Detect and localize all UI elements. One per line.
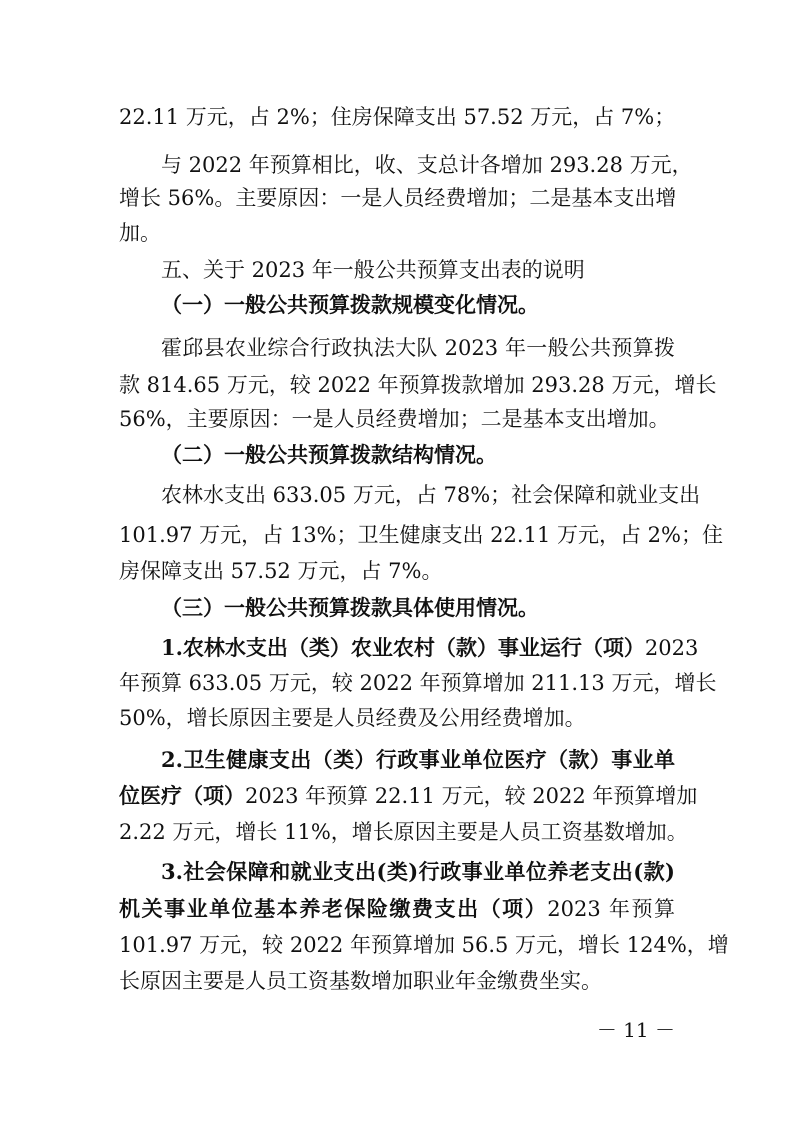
text-line: 与 2022 年预算相比，收、支总计各增加 293.28 万元， xyxy=(161,153,693,177)
text-segment: 1.农林水支出（类）农业农村（款）事业运行（项） xyxy=(161,635,645,660)
text-line: 五、关于 2023 年一般公共预算支出表的说明 xyxy=(161,258,585,282)
text-segment: 2023 年预算 xyxy=(547,897,676,921)
text-line xyxy=(119,781,698,811)
text-line: 增长 56%。主要原因：一是人员经费增加；二是基本支出增 xyxy=(119,186,677,210)
text-line xyxy=(119,894,675,924)
text-line: 22.11 万元，占 2%；住房保障支出 57.52 万元，占 7%； xyxy=(119,105,676,129)
text-segment: 2023 年预算 22.11 万元，较 2022 年预算增加 xyxy=(245,784,698,808)
text-line: （二）一般公共预算拨款结构情况。 xyxy=(161,442,497,467)
text-segment: 2023 xyxy=(644,636,699,660)
text-segment: 机关事业单位基本养老保险缴费支出（项） xyxy=(119,896,548,921)
text-line: 加。 xyxy=(119,221,161,245)
text-segment: 位医疗（项） xyxy=(119,783,245,808)
text-line xyxy=(161,633,699,663)
text-line: 101.97 万元，占 13%；卫生健康支出 22.11 万元，占 2%；住 xyxy=(119,523,723,547)
text-line: 房保障支出 57.52 万元，占 7%。 xyxy=(119,559,443,583)
text-line: 霍邱县农业综合行政执法大队 2023 年一般公共预算拨 xyxy=(161,336,675,360)
text-line: （三）一般公共预算拨款具体使用情况。 xyxy=(161,595,539,620)
text-line: 款 814.65 万元，较 2022 年预算拨款增加 293.28 万元，增长 xyxy=(119,373,717,397)
text-line: 50%，增长原因主要是人员经费及公用经费增加。 xyxy=(119,706,586,730)
text-line: 长原因主要是人员工资基数增加职业年金缴费坐实。 xyxy=(119,969,602,993)
page-number: － 11 － xyxy=(596,1018,675,1042)
text-line: 2.22 万元，增长 11%，增长原因主要是人员工资基数增加。 xyxy=(119,820,688,844)
text-line: 56%，主要原因：一是人员经费增加；二是基本支出增加。 xyxy=(119,407,670,431)
text-line: 年预算 633.05 万元，较 2022 年预算增加 211.13 万元，增长 xyxy=(119,671,717,695)
text-line: 3.社会保障和就业支出(类)行政事业单位养老支出(款) xyxy=(161,859,675,884)
text-line: 农林水支出 633.05 万元，占 78%；社会保障和就业支出 xyxy=(161,483,701,507)
text-line: （一）一般公共预算拨款规模变化情况。 xyxy=(161,292,539,317)
text-line: 2.卫生健康支出（类）行政事业单位医疗（款）事业单 xyxy=(161,747,675,772)
text-line: 101.97 万元，较 2022 年预算增加 56.5 万元，增长 124%，增 xyxy=(119,933,729,957)
